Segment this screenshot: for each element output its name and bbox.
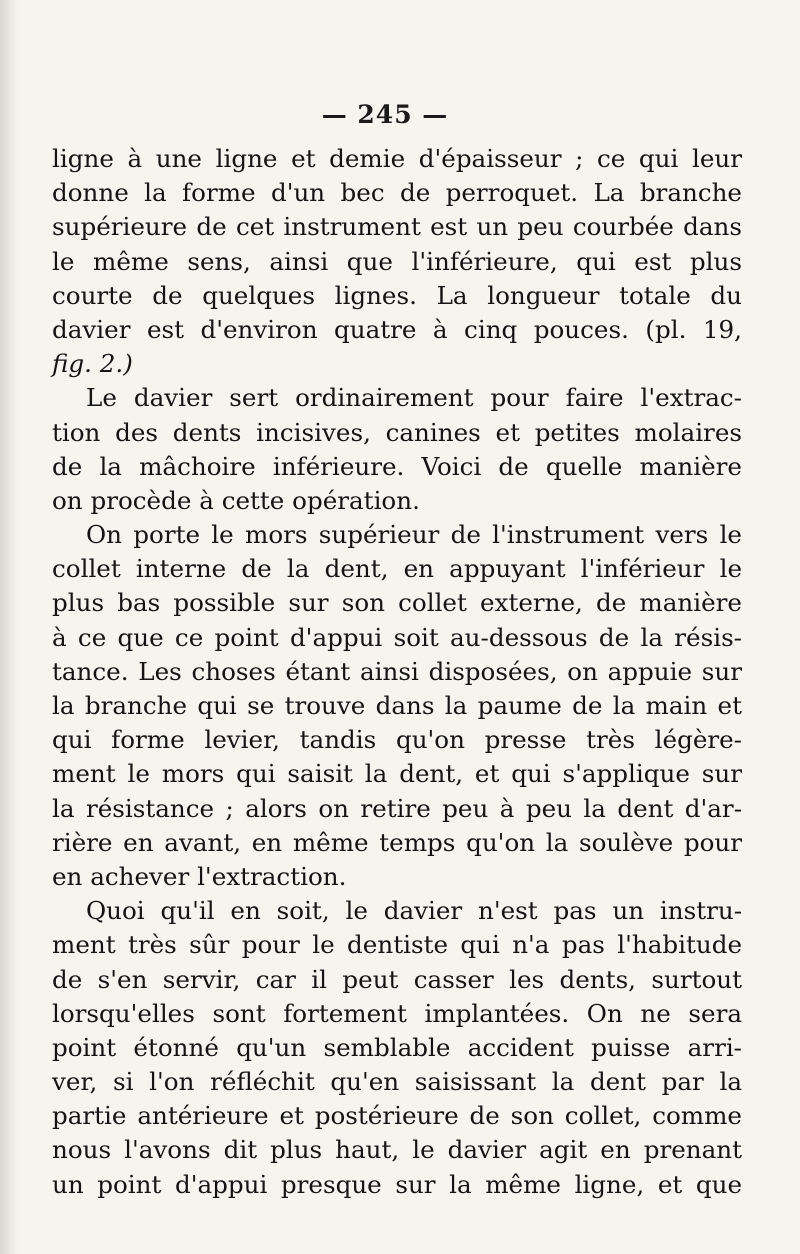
text-line: partie antérieure et postérieure de son collet, comme	[52, 1101, 742, 1131]
text-line: davier est d'environ quatre à cinq pouces. (pl. 19,	[52, 314, 742, 344]
text-line: plus bas possible sur son collet externe, de manière	[52, 588, 742, 618]
text-line: lorsqu'elles sont fortement implantées. On ne sera	[52, 998, 742, 1028]
text-line: on procède à cette opération.	[52, 485, 420, 515]
text-line: courte de quelques lignes. La longueur totale du	[52, 280, 742, 310]
text-line: supérieure de cet instrument est un peu courbée dans	[52, 212, 742, 242]
text-line: tance. Les choses étant ainsi disposées, on appuie sur	[52, 656, 742, 686]
body-text	[52, 142, 742, 1202]
text-line: ment le mors qui saisit la dent, et qui s'applique sur	[52, 759, 742, 789]
text-line: la branche qui se trouve dans la paume de la main et	[52, 691, 742, 720]
text-line: de la mâchoire inférieure. Voici de quelle manière	[52, 451, 742, 481]
text-line: la résistance ; alors on retire peu à peu la dent d'ar-	[52, 793, 742, 823]
text-line: tion des dents incisives, canines et petites molaires	[52, 417, 742, 447]
text-line: ligne à une ligne et demie d'épaisseur ; ce qui leur	[52, 144, 742, 173]
text-line: en achever l'extraction.	[52, 861, 347, 891]
page-number: — 245 —	[321, 100, 449, 129]
text-line: le même sens, ainsi que l'inférieure, qui est plus	[52, 246, 742, 276]
text-line: un point d'appui presque sur la même ligne, et que	[52, 1169, 742, 1199]
text-line: donne la forme d'un bec de perroquet. La branche	[52, 178, 742, 208]
text-line: ment très sûr pour le dentiste qui n'a pas l'habitude	[52, 930, 742, 960]
paragraph-start-line: Le davier sert ordinairement pour faire l'extrac-	[86, 383, 742, 413]
paragraph-start-line: On porte le mors supérieur de l'instrument vers le	[86, 520, 742, 550]
text-line: nous l'avons dit plus haut, le davier agit en prenant	[52, 1135, 742, 1165]
text-line: à ce que ce point d'appui soit au-dessous de la résis-	[52, 622, 742, 652]
page-gutter-shadow	[0, 0, 18, 1254]
text-line: ver, si l'on réfléchit qu'en saisissant la dent par la	[52, 1067, 742, 1097]
text-line: de s'en servir, car il peut casser les dents, surtout	[52, 964, 742, 994]
text-line: collet interne de la dent, en appuyant l'inférieur le	[52, 554, 742, 584]
text-line: point étonné qu'un semblable accident puisse arri-	[52, 1032, 742, 1062]
paragraph-start-line: Quoi qu'il en soit, le davier n'est pas un instru-	[86, 896, 742, 926]
text-line: qui forme levier, tandis qu'on presse très légère-	[52, 725, 742, 755]
text-line: rière en avant, en même temps qu'on la soulève pour	[52, 827, 742, 857]
text-line: fig. 2.)	[52, 349, 133, 379]
